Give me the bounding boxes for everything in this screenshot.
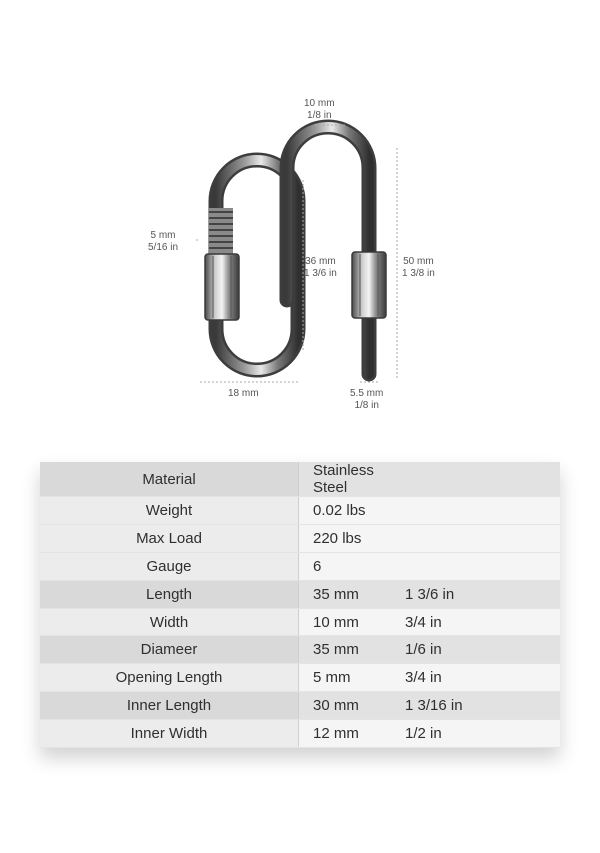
spec-label: Gauge bbox=[40, 552, 299, 580]
table-row bbox=[40, 720, 560, 748]
spec-label: Inner Length bbox=[40, 692, 299, 720]
spec-value: 12 mm 1/2 in bbox=[299, 720, 561, 748]
table-row bbox=[40, 692, 560, 720]
spec-value: 5 mm 3/4 in bbox=[299, 664, 561, 692]
spec-value: 30 mm 1 3/16 in bbox=[299, 692, 561, 720]
table-row bbox=[40, 608, 560, 636]
spec-value: 0.02 lbs bbox=[299, 497, 561, 525]
dim-left: 5 mm 5/16 in bbox=[148, 230, 179, 253]
table-row bbox=[40, 552, 560, 580]
spec-label: Diameer bbox=[40, 636, 299, 664]
table-row bbox=[40, 524, 560, 552]
spec-table bbox=[40, 462, 560, 748]
spec-value: 35 mm 1 3/6 in bbox=[299, 580, 561, 608]
dim-length: 50 mm 1 3/8 in bbox=[402, 256, 435, 279]
table-row bbox=[40, 636, 560, 664]
spec-value: 6 bbox=[299, 552, 561, 580]
spec-label: Width bbox=[40, 608, 299, 636]
spec-label: Length bbox=[40, 580, 299, 608]
spec-value: 10 mm 3/4 in bbox=[299, 608, 561, 636]
table-row bbox=[40, 497, 560, 525]
hex-nut bbox=[205, 254, 239, 320]
spec-value: Stainless Steel bbox=[299, 462, 561, 497]
thread bbox=[209, 208, 233, 254]
spec-label: Max Load bbox=[40, 524, 299, 552]
table-row bbox=[40, 580, 560, 608]
dim-inner-length: 36 mm 1 3/6 in bbox=[304, 256, 337, 279]
spec-label: Material bbox=[40, 462, 299, 497]
dim-bottom-right: 5.5 mm 1/8 in bbox=[350, 388, 384, 411]
spec-label: Weight bbox=[40, 497, 299, 525]
spec-label: Opening Length bbox=[40, 664, 299, 692]
dim-bottom-left: 18 mm bbox=[228, 388, 259, 399]
table-row bbox=[40, 664, 560, 692]
spec-value: 220 lbs bbox=[299, 524, 561, 552]
spec-label: Inner Width bbox=[40, 720, 299, 748]
dim-top: 10 mm 1/8 in bbox=[304, 98, 335, 121]
table-row bbox=[40, 462, 560, 497]
spec-value: 35 mm 1/6 in bbox=[299, 636, 561, 664]
hex-nut bbox=[352, 252, 386, 318]
